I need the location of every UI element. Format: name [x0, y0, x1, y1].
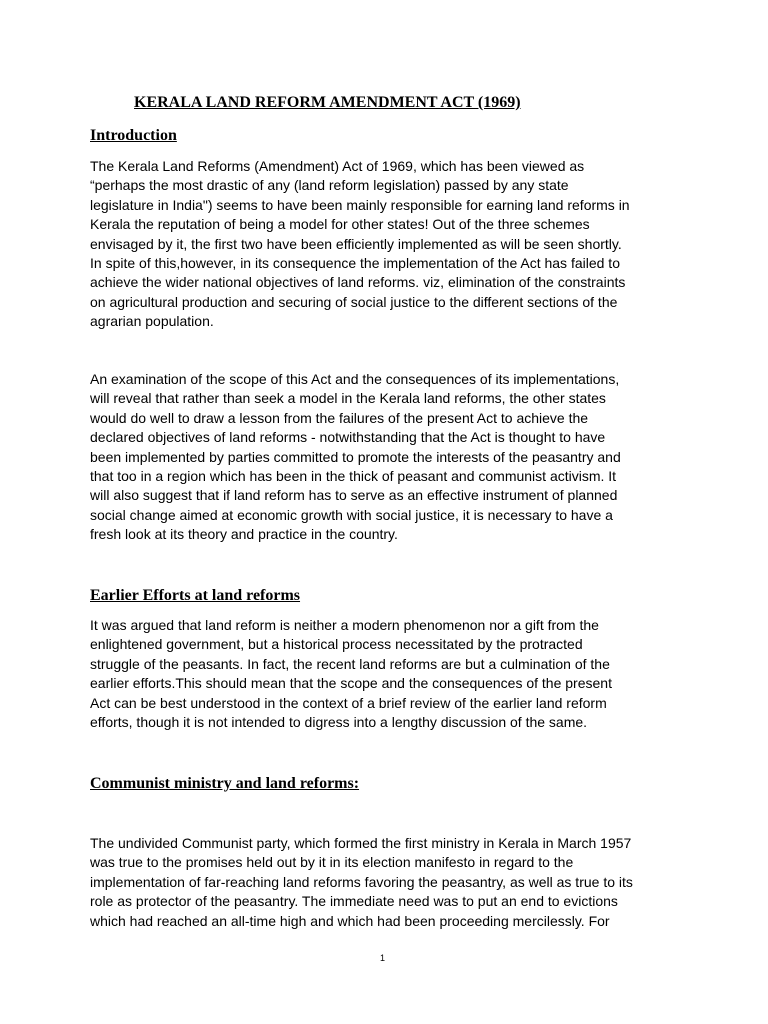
- paragraph-line: role as protector of the peasantry. The immediate need was to put an end to evictions: [90, 893, 618, 910]
- paragraph-line: will reveal that rather than seek a model in the Kerala land reforms, the other states: [90, 390, 606, 407]
- paragraph-line: achieve the wider national objectives of land reforms. viz, elimination of the constraints: [90, 274, 626, 291]
- paragraph-line: “perhaps the most drastic of any (land reform legislation) passed by any state: [90, 177, 569, 194]
- paragraph-line: will also suggest that if land reform has to serve as an effective instrument of planned: [90, 487, 618, 504]
- paragraph-line: would do well to draw a lesson from the failures of the present Act to achieve the: [90, 409, 589, 426]
- document-title: KERALA LAND REFORM AMENDMENT ACT (1969): [134, 94, 521, 111]
- paragraph-line: struggle of the peasants. In fact, the recent land reforms are but a culmination of the: [90, 655, 610, 672]
- paragraph-line: declared objectives of land reforms - notwithstanding that the Act is thought to have: [90, 429, 606, 446]
- paragraph-line: enlightened government, but a historical process necessitated by the protracted: [90, 636, 583, 653]
- introduction-paragraph-1: [90, 157, 690, 332]
- paragraph-line: earlier efforts.This should mean that the scope and the consequences of the present: [90, 675, 612, 692]
- paragraph-line: agrarian population.: [90, 313, 214, 330]
- paragraph-line: been implemented by parties committed to promote the interests of the peasantry and: [90, 448, 621, 465]
- paragraph-line: fresh look at its theory and practice in the country.: [90, 526, 398, 543]
- paragraph-line: which had reached an all-time high and which had been proceeding mercilessly. For: [90, 912, 610, 929]
- paragraph-line: implementation of far-reaching land reforms favoring the peasantry, as well as true to its: [90, 873, 633, 890]
- paragraph-line: social change aimed at economic growth with social justice, it is necessary to have a: [90, 506, 613, 523]
- section-heading-communist-ministry: Communist ministry and land reforms:: [90, 775, 360, 792]
- page-number: 1: [380, 953, 386, 963]
- paragraph-line: An examination of the scope of this Act and the consequences of its implementations,: [90, 371, 620, 387]
- paragraph-line: efforts, though it is not intended to digress into a lengthy discussion of the same.: [90, 714, 588, 731]
- paragraph-line: on agricultural production and securing of social justice to the different sections of the: [90, 293, 618, 310]
- communist-ministry-paragraph: [90, 834, 690, 931]
- paragraph-line: was true to the promises held out by it in its election manifesto in regard to the: [90, 854, 574, 871]
- section-heading-earlier-efforts: Earlier Efforts at land reforms: [90, 587, 301, 604]
- paragraph-line: Act can be best understood in the context of a brief review of the earlier land reform: [90, 694, 607, 711]
- paragraph-line: legislature in India") seems to have been mainly responsible for earning land reforms in: [90, 196, 630, 213]
- paragraph-line: The undivided Communist party, which formed the first ministry in Kerala in March 1957: [90, 835, 632, 851]
- paragraph-line: Kerala the reputation of being a model for other states! Out of the three schemes: [90, 216, 590, 233]
- paragraph-line: In spite of this,however, in its consequence the implementation of the Act has failed to: [90, 255, 620, 272]
- paragraph-line: It was argued that land reform is neither a modern phenomenon nor a gift from the: [90, 617, 599, 633]
- introduction-paragraph-2: [90, 370, 690, 545]
- paragraph-line: envisaged by it, the first two have been efficiently implemented as will be seen shortly.: [90, 235, 622, 252]
- earlier-efforts-paragraph: [90, 616, 690, 732]
- paragraph-line: The Kerala Land Reforms (Amendment) Act of 1969, which has been viewed as: [90, 158, 585, 174]
- paragraph-line: that too in a region which has been in the thick of peasant and communist activism. It: [90, 468, 617, 485]
- section-heading-introduction: Introduction: [90, 127, 177, 144]
